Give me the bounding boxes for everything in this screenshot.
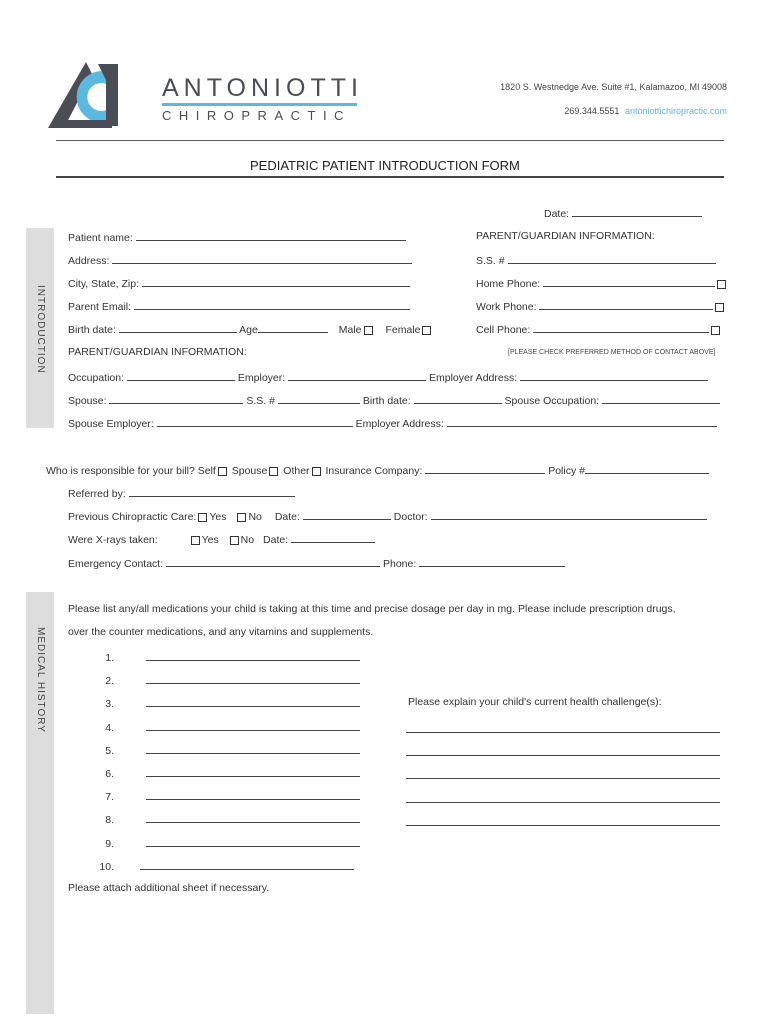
health-challenge-line[interactable] (406, 778, 720, 779)
prev-chiro-yes-checkbox[interactable] (198, 513, 207, 522)
patient-name-field[interactable]: Patient name: (68, 230, 406, 244)
medication-number: 7. (105, 791, 114, 804)
home-phone-checkbox[interactable] (717, 280, 726, 289)
city-state-zip-field[interactable]: City, State, Zip: (68, 276, 410, 290)
medication-number: 2. (105, 675, 114, 688)
spouse-occupation-field[interactable]: Spouse Occupation: (505, 395, 720, 407)
section-label-introduction: INTRODUCTION (35, 285, 46, 374)
medication-number: 1. (105, 652, 114, 664)
medication-line[interactable] (68, 812, 360, 826)
clinic-address: 1820 S. Westnedge Ave. Suite #1, Kalamazoo, MI 49008 (500, 82, 727, 92)
ss-field[interactable]: S.S. # (476, 253, 716, 267)
xrays-yes-checkbox[interactable] (191, 536, 200, 545)
attach-note: Please attach additional sheet if necessary. (68, 882, 270, 894)
prev-chiro-date-field[interactable]: Date: (275, 511, 391, 523)
spouse-ss-field[interactable]: S.S. # (246, 395, 360, 407)
other-checkbox[interactable] (312, 467, 321, 476)
medication-number: 3. (105, 698, 114, 711)
sidebar-medical-history (26, 592, 54, 1014)
medication-number: 5. (105, 744, 114, 757)
doctor-field[interactable]: Doctor: (394, 511, 707, 523)
medication-number: 8. (105, 814, 114, 827)
birth-date-field[interactable]: Birth date: (68, 324, 237, 336)
referred-by-field[interactable]: Referred by: (68, 486, 295, 500)
medication-number: 9. (105, 837, 114, 850)
health-challenge-prompt: Please explain your child's current health challenge(s): (408, 696, 662, 708)
age-field[interactable]: Age (239, 324, 328, 336)
work-phone-field[interactable]: Work Phone: (476, 299, 726, 313)
medication-line[interactable] (68, 650, 360, 664)
brand-name: ANTONIOTTI (162, 74, 363, 102)
spouse-checkbox[interactable] (269, 467, 278, 476)
policy-field[interactable]: Policy # (548, 465, 709, 477)
medication-number: 4. (105, 721, 114, 734)
clinic-contact (564, 106, 727, 116)
occupation-row (68, 370, 708, 384)
insurance-field[interactable]: Insurance Company: (325, 465, 545, 477)
header-rule (56, 140, 724, 141)
spouse-row (68, 393, 720, 407)
medication-line[interactable] (68, 836, 360, 850)
health-challenge-line[interactable] (406, 755, 720, 756)
female-label: Female (385, 324, 421, 336)
health-challenge-line[interactable] (406, 732, 720, 733)
male-checkbox[interactable] (364, 326, 373, 335)
xrays-no-checkbox[interactable] (230, 536, 239, 545)
spouse-birth-date-field[interactable]: Birth date: (363, 395, 502, 407)
parent-guardian-heading-right: PARENT/GUARDIAN INFORMATION: (476, 230, 655, 242)
medication-instructions-1: Please list any/all medications your child is taking at this time and precise dosage per day in mg. Please include prescription drugs, (68, 603, 676, 615)
work-phone-checkbox[interactable] (715, 303, 724, 312)
emergency-row (68, 556, 565, 570)
male-label: Male (338, 324, 362, 336)
birth-date-row (68, 322, 433, 336)
home-phone-field[interactable]: Home Phone: (476, 276, 728, 290)
medication-line[interactable] (68, 673, 360, 687)
brand-sub: CHIROPRACTIC (162, 108, 351, 123)
medication-line[interactable] (68, 720, 360, 734)
cell-phone-field[interactable]: Cell Phone: (476, 322, 722, 336)
medication-number: 6. (105, 768, 114, 780)
xrays-date-field[interactable]: Date: (263, 534, 375, 546)
sidebar-introduction (26, 228, 54, 428)
parent-guardian-heading: PARENT/GUARDIAN INFORMATION: (68, 346, 247, 358)
spouse-field[interactable]: Spouse: (68, 395, 243, 407)
employer-field[interactable]: Employer: (238, 372, 426, 384)
health-challenge-line[interactable] (406, 825, 720, 826)
clinic-website[interactable]: antoniottichiropractic.com (624, 106, 727, 116)
address-field[interactable]: Address: (68, 253, 412, 267)
section-label-medical-history: MEDICAL HISTORY (35, 627, 46, 733)
emergency-contact-field[interactable]: Emergency Contact: (68, 558, 380, 570)
spouse-employer-row (68, 416, 717, 430)
self-checkbox[interactable] (218, 467, 227, 476)
title-rule (56, 176, 724, 178)
prev-chiro-no-checkbox[interactable] (237, 513, 246, 522)
parent-email-field[interactable]: Parent Email: (68, 299, 410, 313)
medication-line[interactable] (68, 789, 360, 803)
contact-method-note: [PLEASE CHECK PREFERRED METHOD OF CONTACT ABOVE] (508, 349, 716, 356)
emergency-phone-field[interactable]: Phone: (383, 558, 565, 570)
medication-line[interactable] (68, 859, 354, 873)
clinic-phone: 269.344.5551 (564, 106, 620, 116)
billing-responsible-row: Who is responsible for your bill? Self Spouse Other Insurance Company: Policy # (46, 463, 709, 477)
occupation-field[interactable]: Occupation: (68, 372, 235, 384)
medication-line[interactable] (68, 696, 360, 710)
female-checkbox[interactable] (422, 326, 431, 335)
medication-line[interactable] (68, 766, 360, 780)
employer-address-field[interactable]: Employer Address: (429, 372, 708, 384)
logo-mark (48, 58, 158, 130)
spouse-employer-field[interactable]: Spouse Employer: (68, 418, 353, 430)
spouse-employer-address-field[interactable]: Employer Address: (356, 418, 717, 430)
xrays-row: Were X-rays taken: Yes No Date: (68, 532, 375, 546)
health-challenge-line[interactable] (406, 802, 720, 803)
prev-chiro-row: Previous Chiropractic Care: Yes No Date: Doctor: (68, 509, 707, 523)
cell-phone-checkbox[interactable] (711, 326, 720, 335)
brand-divider (162, 103, 357, 106)
medication-number: 10. (99, 860, 114, 873)
medication-line[interactable] (68, 743, 360, 757)
medication-instructions-2: over the counter medications, and any vitamins and supplements. (68, 626, 374, 638)
form-title: PEDIATRIC PATIENT INTRODUCTION FORM (250, 158, 520, 173)
date-field[interactable]: Date: (544, 206, 702, 220)
